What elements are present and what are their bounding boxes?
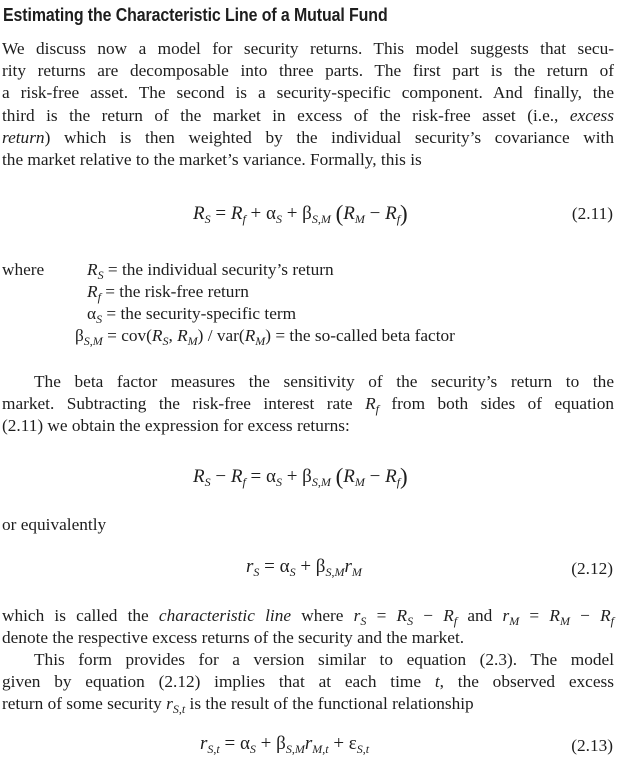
text-fragment: is the result of the functional relationship xyxy=(189,694,474,714)
text-line: given by equation (2.12) implies that at each time t, the observed excess xyxy=(2,672,614,692)
text-line: denote the respective excess returns of the security and the market. xyxy=(2,628,465,648)
emphasis: characteristic line xyxy=(158,606,292,625)
text-fragment: third is the return of the market in excess of the risk-free asset (i.e., xyxy=(2,105,559,125)
definition-row: $R_f$ = the risk-free return xyxy=(87,282,249,304)
equation-excess-returns xyxy=(0,464,617,494)
paragraph-functional-relationship xyxy=(2,649,614,716)
text-line: This form provides for a version similar to equation (2.3). The model xyxy=(34,650,614,669)
text-fragment: and xyxy=(467,606,493,625)
text-line: market. Subtracting the risk-free interest rate $R_f$ from both sides of equation xyxy=(2,394,614,417)
definition-row: $\alpha_S$ = the security-specific term xyxy=(87,304,297,326)
text-line: a risk-free asset. The second is a security-specific component. And finally, the xyxy=(2,83,614,103)
paragraph-characteristic-line xyxy=(2,605,614,649)
text-line: The beta factor measures the sensitivity of the security’s return to the xyxy=(34,372,614,391)
emphasis: return xyxy=(2,127,45,147)
text-fragment: given by equation (2.12) implies that at each time xyxy=(2,672,422,692)
section-heading: Estimating the Characteristic Line of a Mutual Fund xyxy=(3,4,388,25)
equation-formula: $r_S = \alpha_S + \beta_{S,M}r_M$ xyxy=(246,556,362,579)
text-line xyxy=(2,105,614,127)
text-line: the market relative to the market’s variance. Formally, this is xyxy=(2,150,422,170)
definition-row: $\beta_{S,M} = cov(R_S$, $R_M) / var(R_M)$ = the so-called beta factor xyxy=(75,326,455,348)
text-line: return of some security $r_{S,t}$ is the result of the functional relationship xyxy=(2,694,474,717)
paragraph-beta xyxy=(2,371,614,438)
text-line: which is called the characteristic line where $r_S = R_S - R_f$ and $r_M = R_M - R_f$ xyxy=(2,606,614,628)
text-line: We discuss now a model for security returns. This model suggests that secu- xyxy=(2,39,614,58)
text-line xyxy=(2,127,614,149)
definition-row: $R_S$ = the individual security’s return xyxy=(87,260,334,282)
text-fragment: , the observed excess xyxy=(439,672,614,692)
equation-formula: $R_S = R_f + \alpha_S + \beta_{S,M}$ $(R_M - R_f)$ xyxy=(193,201,408,226)
equation-number: (2.12) xyxy=(571,559,613,578)
or-equivalently: or equivalently xyxy=(2,515,107,534)
text-fragment: return of some security xyxy=(2,694,162,714)
equation-2-11 xyxy=(0,201,617,231)
definition-text: = the individual security’s return xyxy=(107,260,334,279)
equation-formula: $R_S - R_f = \alpha_S + \beta_{S,M}$ $(R_M - R_f)$ xyxy=(193,464,408,489)
emphasis: excess xyxy=(569,105,614,125)
text-fragment: where xyxy=(301,606,344,625)
equation-2-13 xyxy=(0,733,617,763)
text-fragment: which is called the xyxy=(2,606,149,625)
equation-number: (2.11) xyxy=(571,204,613,223)
text-line: rity returns are decomposable into three parts. The first part is the return of xyxy=(2,61,614,81)
where-label: where xyxy=(2,260,45,279)
equation-formula: $r_{S,t} = \alpha_S + \beta_{S,M}r_{M,t} + \varepsilon_{S,t}$ xyxy=(200,733,370,756)
text-fragment: market. Subtracting the risk-free interest rate xyxy=(2,394,353,414)
text-line: (2.11) we obtain the expression for excess returns: xyxy=(2,416,350,436)
equation-2-12 xyxy=(0,556,617,586)
text-fragment: from both sides of equation xyxy=(391,394,614,414)
definition-text: = cov( xyxy=(107,326,152,345)
definition-text: ) = the so-called beta factor xyxy=(265,326,455,345)
paragraph-intro xyxy=(2,38,614,171)
text-fragment: ) which is then weighted by the individual security’s covariance with xyxy=(44,127,614,147)
equation-number: (2.13) xyxy=(571,736,613,755)
definition-text: = the risk-free return xyxy=(105,282,249,301)
definition-text: = the security-specific term xyxy=(106,304,297,323)
definition-text: ) / var( xyxy=(197,326,245,345)
